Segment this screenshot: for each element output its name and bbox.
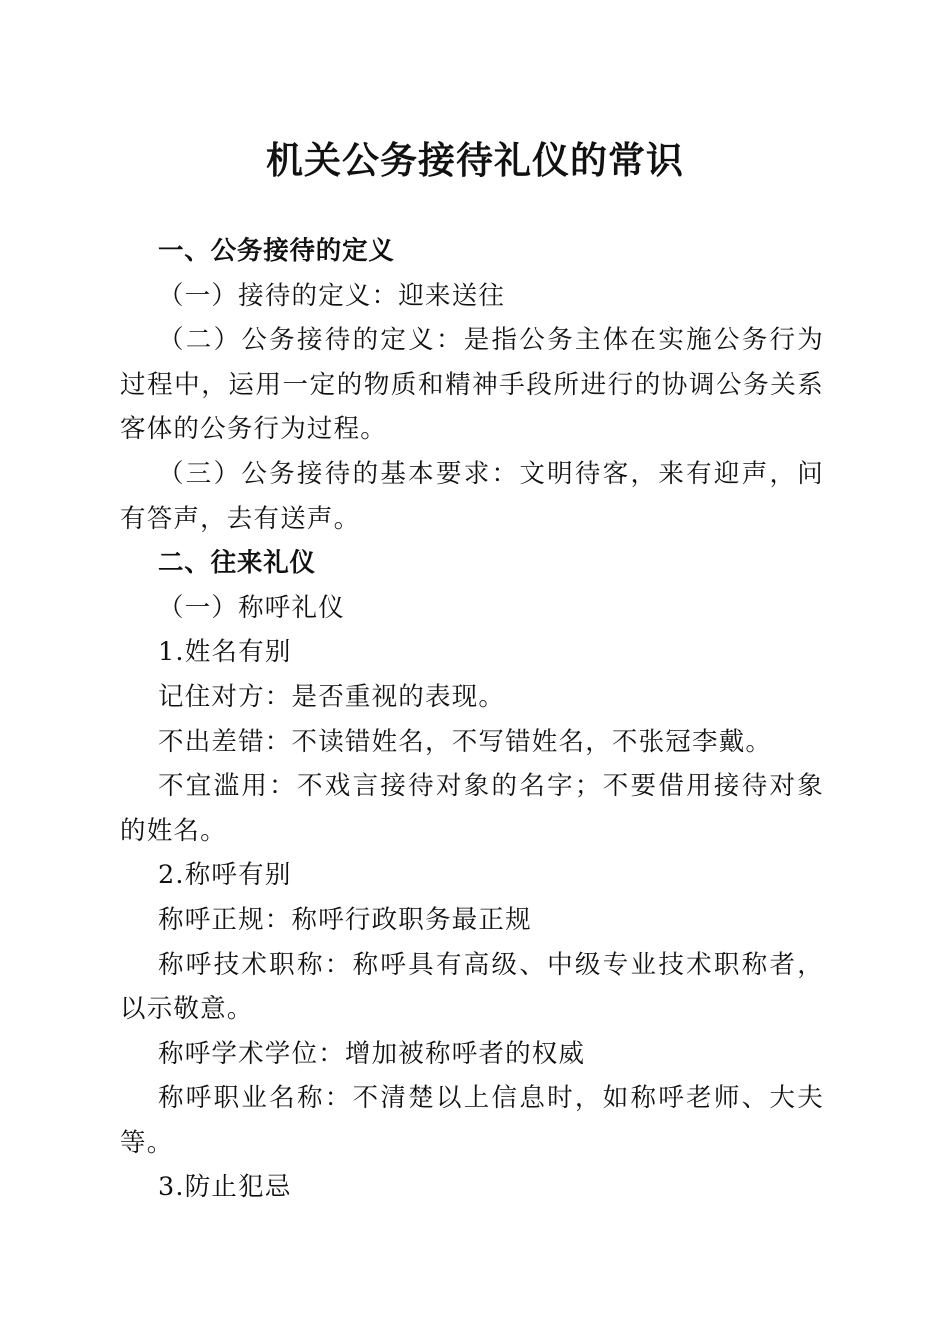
paragraph: 1.姓名有别: [158, 637, 292, 668]
paragraph: 2.称呼有别: [158, 860, 292, 891]
paragraph: 称呼职业名称：不清楚以上信息时，如称呼老师、大夫等。: [120, 1083, 824, 1158]
paragraph: （三）公务接待的基本要求：文明待客，来有迎声，问有答声，去有送声。: [120, 458, 824, 534]
section-heading: 二、往来礼仪: [158, 548, 316, 579]
paragraph: （二）公务接待的定义：是指公务主体在实施公务行为过程中，运用一定的物质和精神手段所进行的协调公务关系客体的公务行为过程。: [120, 325, 824, 445]
subsection-heading: （一）称呼礼仪: [158, 592, 345, 623]
paragraph: 称呼学术学位：增加被称呼者的权威: [158, 1038, 586, 1069]
paragraph: 不出差错：不读错姓名，不写错姓名，不张冠李戴。: [158, 726, 773, 757]
document-body: [120, 229, 824, 1210]
paragraph: 记住对方：是否重视的表现。: [158, 681, 506, 712]
paragraph: 称呼正规：称呼行政职务最正规: [158, 904, 532, 935]
paragraph: 称呼技术职称：称呼具有高级、中级专业技术职称者，以示敬意。: [120, 949, 824, 1025]
section-heading: 一、公务接待的定义: [158, 236, 395, 266]
paragraph: 3.防止犯忌: [158, 1172, 292, 1203]
paragraph: （一）接待的定义：迎来送往: [158, 280, 506, 311]
document-title: 机关公务接待礼仪的常识: [266, 138, 684, 182]
paragraph: 不宜滥用：不戏言接待对象的名字；不要借用接待对象的姓名。: [120, 771, 824, 846]
